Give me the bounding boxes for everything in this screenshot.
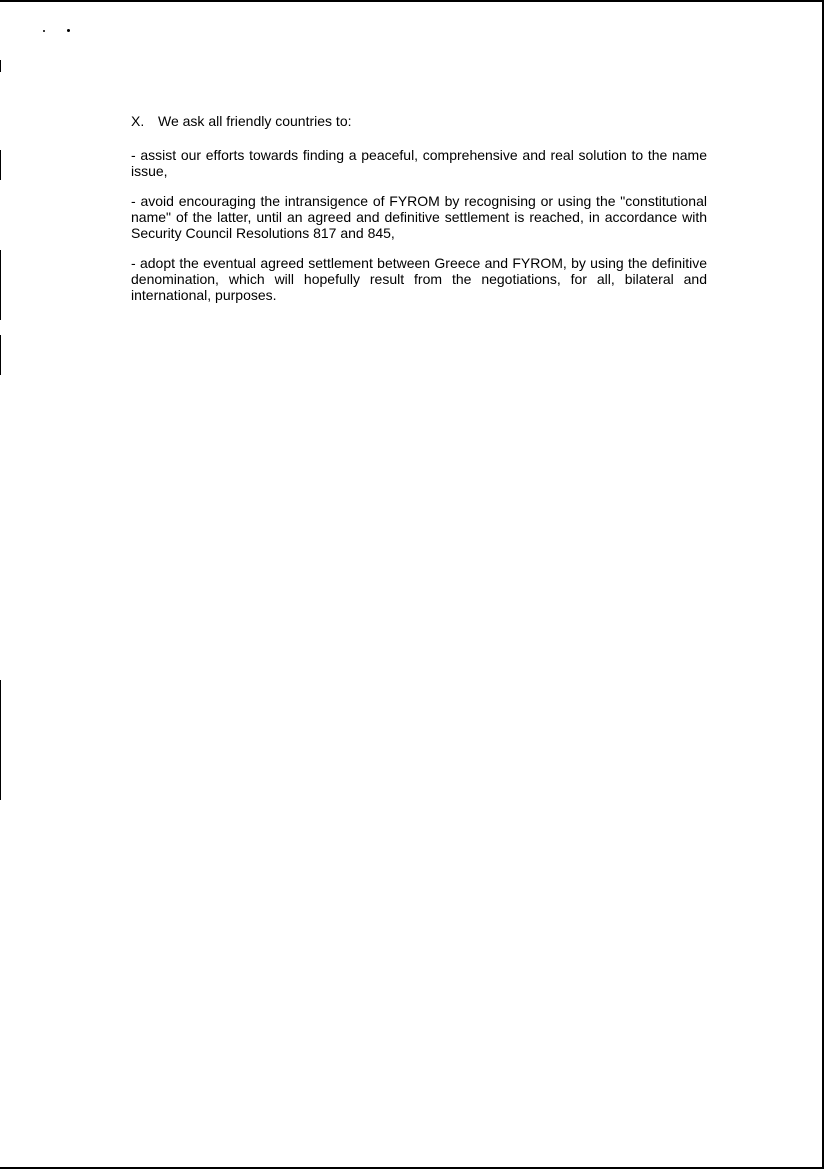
- paragraph-adopt: - adopt the eventual agreed settlement between Greece and FYROM, by using the definitive denomination, which will hopefully result from the negotiations, for all, bilateral and international, purposes.: [131, 255, 707, 303]
- section-heading-text: We ask all friendly countries to:: [158, 113, 352, 129]
- scan-border-top: [0, 0, 824, 2]
- scan-mark-left: [0, 60, 1, 72]
- scan-mark-left: [0, 150, 1, 180]
- section-heading: [131, 112, 707, 130]
- paragraph-avoid: - avoid encouraging the intransigence of FYROM by recognising or using the "constitutional name" of the latter, until an agreed and definitive settlement is reached, in accordance with Security Council Resolutions 817 and 845,: [131, 193, 707, 241]
- scan-speck: [67, 29, 70, 32]
- section-number: X.: [131, 113, 145, 129]
- document-body: [131, 112, 707, 317]
- paragraph-assist: - assist our efforts towards finding a peaceful, comprehensive and real solution to the name issue,: [131, 147, 707, 179]
- scan-speck: [43, 30, 45, 32]
- scan-mark-left: [0, 250, 1, 320]
- scan-mark-left: [0, 335, 1, 375]
- scan-mark-left: [0, 680, 1, 800]
